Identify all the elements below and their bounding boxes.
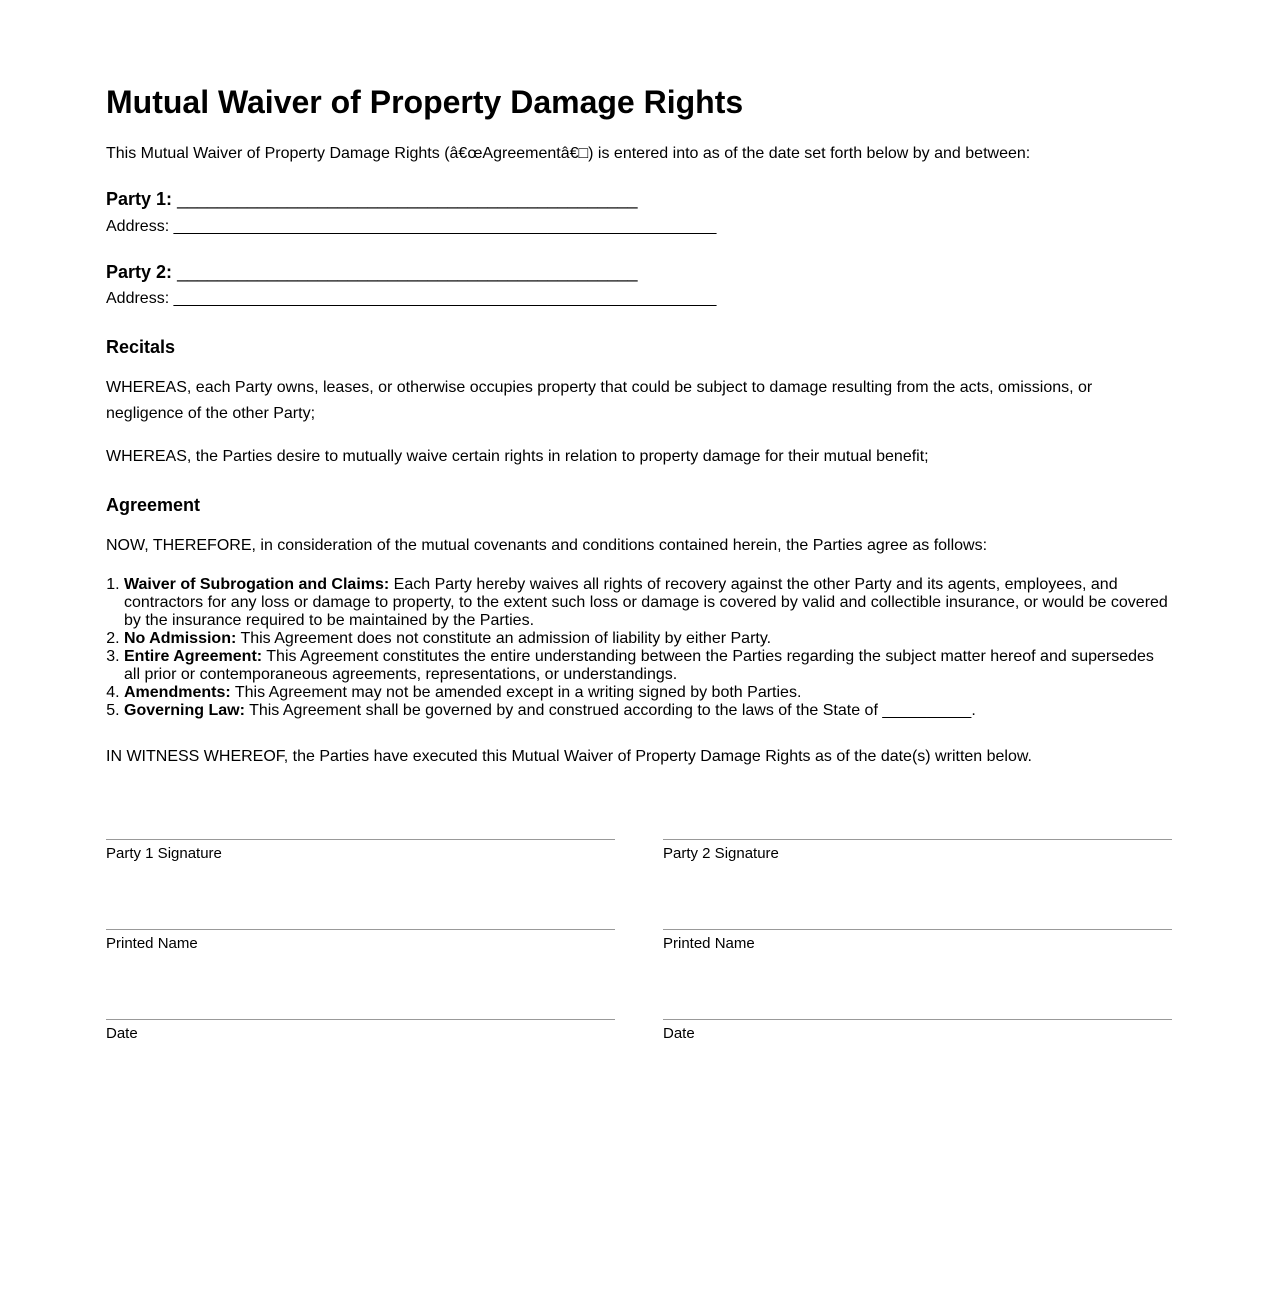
party-1-address-line	[106, 217, 716, 237]
agreement-intro: NOW, THEREFORE, in consideration of the mutual covenants and conditions contained herein, the Parties agree as follows:	[106, 537, 988, 554]
signature-line[interactable]	[106, 839, 615, 840]
party-1-date-label: Date	[106, 1025, 138, 1042]
recital-paragraph: WHEREAS, the Parties desire to mutually waive certain rights in relation to property damage for their mutual benefit;	[106, 448, 929, 465]
clause-title: Amendments:	[124, 684, 231, 701]
document-title: Mutual Waiver of Property Damage Rights	[106, 84, 744, 120]
party-2-blank: ______________________________________________	[177, 262, 638, 282]
party-1-signature-label: Party 1 Signature	[106, 845, 222, 862]
clause-text: This Agreement shall be governed by and construed according to the laws of the State of __________.	[244, 702, 976, 719]
party-2-line	[106, 261, 638, 283]
printed-name-line[interactable]	[106, 929, 615, 930]
party-1-address-label: Address:	[106, 218, 170, 235]
agreement-heading: Agreement	[106, 495, 201, 515]
party-1-line	[106, 188, 638, 210]
recitals-heading: Recitals	[106, 337, 176, 357]
clause-title: No Admission:	[124, 630, 237, 647]
party-2-address-label: Address:	[106, 290, 170, 307]
date-line[interactable]	[663, 1019, 1172, 1020]
clause-title: Governing Law:	[124, 702, 245, 719]
clause-item	[124, 684, 1172, 702]
clause-list	[106, 576, 1172, 720]
party-1-blank: ______________________________________________	[177, 189, 638, 209]
clause-title: Entire Agreement:	[124, 648, 263, 665]
party-1-address-blank: _____________________________________________________________	[173, 218, 717, 235]
party-2-date-block	[663, 1019, 1172, 1043]
party-2-address-line	[106, 289, 716, 309]
clause-title: Waiver of Subrogation and Claims:	[124, 576, 390, 593]
witness-paragraph: IN WITNESS WHEREOF, the Parties have executed this Mutual Waiver of Property Damage Rights as of the date(s) written below.	[106, 748, 1032, 765]
signature-line[interactable]	[663, 839, 1172, 840]
party-1-printed-name-label: Printed Name	[106, 935, 198, 952]
intro-paragraph: This Mutual Waiver of Property Damage Rights (â€œAgreementâ€□) is entered into as of the date set forth below by and between:	[106, 145, 1031, 162]
date-line[interactable]	[106, 1019, 615, 1020]
party-1-printed-name-block	[106, 929, 615, 953]
clause-text: This Agreement constitutes the entire understanding between the Parties regarding the subject matter hereof and supersedes all prior or contemporaneous agreements, representations, or understandings.	[124, 648, 1154, 683]
clause-item	[124, 630, 1172, 648]
party-1-signature-block	[106, 839, 615, 863]
party-2-printed-name-label: Printed Name	[663, 935, 755, 952]
clause-text: This Agreement may not be amended except in a writing signed by both Parties.	[230, 684, 802, 701]
clause-item	[124, 702, 1172, 720]
recital-paragraph: WHEREAS, each Party owns, leases, or otherwise occupies property that could be subject to damage resulting from the acts, omissions, or negligence of the other Party;	[106, 379, 1093, 422]
party-2-date-label: Date	[663, 1025, 695, 1042]
party-1-date-block	[106, 1019, 615, 1043]
clause-text: This Agreement does not constitute an admission of liability by either Party.	[236, 630, 772, 647]
clause-item	[124, 576, 1172, 630]
party-2-address-blank: _____________________________________________________________	[173, 290, 717, 307]
party-2-printed-name-block	[663, 929, 1172, 953]
party-2-label: Party 2:	[106, 262, 173, 282]
party-2-signature-block	[663, 839, 1172, 863]
party-1-label: Party 1:	[106, 189, 173, 209]
clause-item	[124, 648, 1172, 684]
clause-text: Each Party hereby waives all rights of recovery against the other Party and its agents, employees, and contractors for any loss or damage to property, to the extent such loss or damage is covered by valid and collectible insurance, or would be covered by the insurance required to be maintained by the Parties.	[124, 576, 1168, 629]
printed-name-line[interactable]	[663, 929, 1172, 930]
party-2-signature-label: Party 2 Signature	[663, 845, 779, 862]
